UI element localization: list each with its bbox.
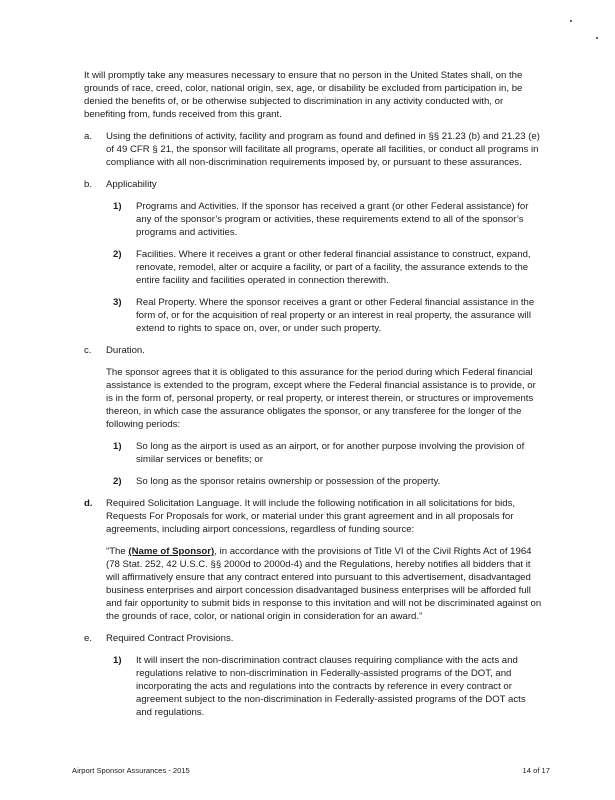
list-marker-c: c.: [84, 345, 92, 356]
document-body: [84, 69, 542, 719]
footer-doc-title: Airport Sponsor Assurances - 2015: [72, 766, 190, 775]
list-item-b1: [84, 200, 542, 239]
duration-paragraph: The sponsor agrees that it is obligated to this assurance for the period during which Federal financial assistance is extended to the program, except where the Federal financial assistance is to provide, or is in the form of, personal property, or real property, or interest therein, or structures or improvements thereon, in which case the assurance obligates the sponsor, or any transferee for the longer of the following periods:: [106, 367, 536, 430]
list-item-b: [84, 178, 542, 191]
list-marker-c2: 2): [113, 476, 122, 487]
list-item-c1: [84, 440, 542, 466]
scan-artifact-dot: [570, 20, 572, 22]
list-item-c: [84, 344, 542, 357]
list-item-b3-text: Real Property. Where the sponsor receives a grant or other Federal financial assistance in the form of, or for the acquisition of real property or an interest in real property, the assurance will extend to rights to space on, over, or under such property.: [136, 297, 535, 334]
list-item-b1-text: Programs and Activities. If the sponsor has received a grant (or other Federal assistance) for any of the sponsor’s program or activities, these requirements extend to all of the sponsor’s programs and activities.: [136, 201, 529, 238]
page-footer: [72, 766, 550, 776]
list-item-d: [84, 497, 542, 536]
list-marker-e1: 1): [113, 655, 122, 666]
quote-prefix: “The: [106, 546, 129, 557]
list-marker-b3: 3): [113, 297, 122, 308]
list-item-c-title: Duration.: [106, 345, 145, 356]
list-item-b2: [84, 248, 542, 287]
list-marker-c1: 1): [113, 441, 122, 452]
list-item-e1: [84, 654, 542, 719]
list-item-c2-text: So long as the sponsor retains ownership or possession of the property.: [136, 476, 441, 487]
list-marker-d: d.: [84, 498, 93, 509]
list-item-a-text: Using the definitions of activity, facility and program as found and defined in §§ 21.23 (b) and 21.23 (e) of 49 CFR § 21, the sponsor will facilitate all programs, operate all facilities, or conduct all programs in compliance with all non-discrimination requirements imposed by, or pursuant to these assurances.: [106, 131, 540, 168]
list-marker-b2: 2): [113, 249, 122, 260]
list-item-c2: [84, 475, 542, 488]
scan-artifact-dot: [596, 37, 598, 39]
list-item-b2-text: Facilities. Where it receives a grant or other federal financial assistance to construct, expand, renovate, remodel, alter or acquire a facility, or part of a facility, the assurance extends to the entire facility and facilities operated in connection therewith.: [136, 249, 531, 286]
list-item-e-title: Required Contract Provisions.: [106, 633, 234, 644]
list-item-e: [84, 632, 542, 645]
list-item-c1-text: So long as the airport is used as an airport, or for another purpose involving the provision of similar services or benefits; or: [136, 441, 525, 465]
intro-paragraph: It will promptly take any measures necessary to ensure that no person in the United States shall, on the grounds of race, creed, color, national origin, sex, age, or disability be excluded from participation in, be denied the benefits of, or be otherwise subjected to discrimination in any activity conducted with, or benefiting from, funds received from this grant.: [84, 70, 523, 120]
list-marker-b: b.: [84, 179, 93, 190]
list-item-b3: [84, 296, 542, 335]
footer-page-number: 14 of 17: [522, 766, 550, 775]
quote-suffix: , in accordance with the provisions of Title VI of the Civil Rights Act of 1964 (78 Stat. 252, 42 U.S.C. §§ 2000d to 2000d-4) and the Regulations, hereby notifies all bidders that it will affirmatively ensure that any contract entered into pursuant to this advertisement, disadvantaged business enterprises and airport concession disadvantaged business enterprises will be afforded full and fair opportunity to submit bids in response to this invitation and will not be discriminated against on the grounds of race, color, or national origin in consideration for an award.”: [106, 546, 542, 622]
solicitation-quote: [106, 545, 542, 623]
list-item-b-title: Applicability: [106, 179, 157, 190]
list-marker-b1: 1): [113, 201, 122, 212]
name-of-sponsor-placeholder: (Name of Sponsor): [128, 546, 215, 557]
list-marker-e: e.: [84, 633, 93, 644]
list-item-e1-text: It will insert the non-discrimination contract clauses requiring compliance with the acts and regulations relative to non-discrimination in Federally-assisted programs of the DOT, and incorporating the acts and regulations into the contracts by reference in every contract or agreement subject to the non-discrimination in Federally-assisted programs of the DOT acts and regulations.: [136, 655, 526, 718]
list-marker-a: a.: [84, 131, 93, 142]
list-item-a: [84, 130, 542, 169]
list-item-d-text: Required Solicitation Language. It will include the following notification in all solicitations for bids, Requests For Proposals for work, or material under this grant agreement and in all proposals for agreements, including airport concessions, regardless of funding source:: [106, 498, 516, 535]
